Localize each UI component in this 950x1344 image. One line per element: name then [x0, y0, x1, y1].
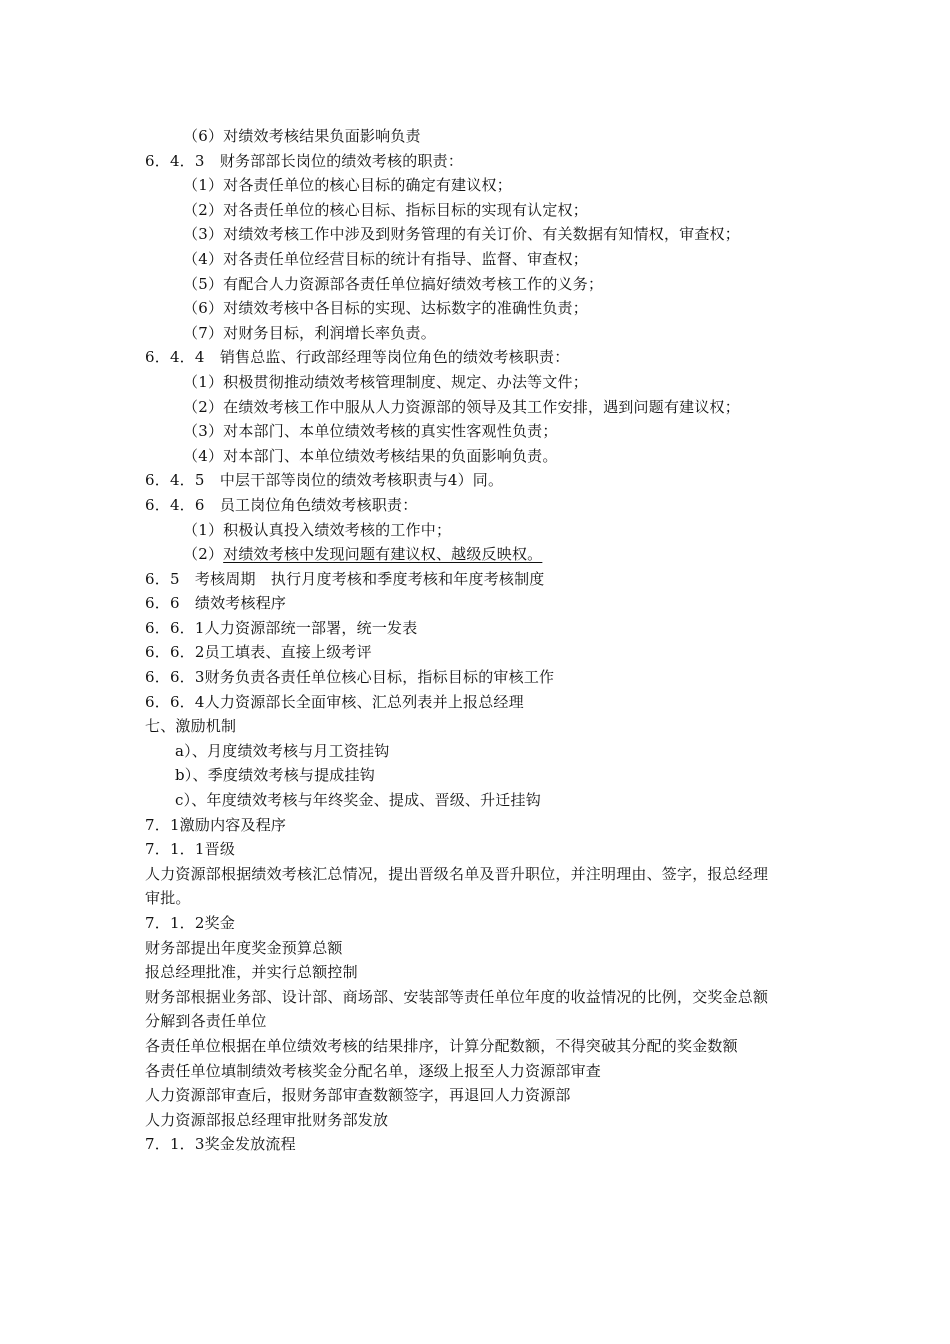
text-line: 分解到各责任单位: [145, 1012, 267, 1031]
text-line: b）、季度绩效考核与提成挂钩: [175, 766, 375, 785]
text-line: 报总经理批准，并实行总额控制: [145, 963, 358, 982]
text-line: c）、年度绩效考核与年终奖金、提成、晋级、升迁挂钩: [175, 791, 541, 810]
text-line: 6．6．3财务负责各责任单位核心目标，指标目标的审核工作: [145, 668, 555, 687]
text-line: （4）对本部门、本单位绩效考核结果的负面影响负责。: [183, 446, 558, 465]
text-line: 6．4．6 员工岗位角色绩效考核职责：: [145, 495, 418, 514]
text-line: 各责任单位填制绩效考核奖金分配名单，逐级上报至人力资源部审查: [145, 1061, 602, 1080]
text-line: 6．4．3 财务部部长岗位的绩效考核的职责：: [145, 151, 464, 170]
text-line: 6．6．1人力资源部统一部署，统一发表: [145, 618, 418, 637]
text-line: 七、激励机制: [145, 717, 237, 736]
text-line: 人力资源部审查后，报财务部审查数额签字，再退回人力资源部: [145, 1086, 571, 1105]
text-line: （7）对财务目标，利润增长率负责。: [183, 323, 436, 342]
text-line: 6．4．4 销售总监、行政部经理等岗位角色的绩效考核职责：: [145, 348, 570, 367]
text-line: [145, 542, 825, 567]
text-line: 7．1激励内容及程序: [145, 815, 287, 834]
text-line: a）、月度绩效考核与月工资挂钩: [175, 741, 390, 760]
text-line: （1）积极认真投入绩效考核的工作中；: [183, 520, 452, 539]
text-line: 6．6 绩效考核程序: [145, 594, 287, 613]
text-line: 6．6．2员工填表、直接上级考评: [145, 643, 372, 662]
text-line: 审批。: [145, 889, 191, 908]
text-line: （6）对绩效考核中各目标的实现、达标数字的准确性负责；: [183, 299, 588, 318]
text-line: 7．1．3奖金发放流程: [145, 1135, 296, 1154]
text-line: （4）对各责任单位经营目标的统计有指导、监督、审查权；: [183, 249, 588, 268]
text-line: 财务部根据业务部、设计部、商场部、安装部等责任单位年度的收益情况的比例，交奖金总额: [145, 987, 769, 1006]
text-line: （5）有配合人力资源部各责任单位搞好绩效考核工作的义务；: [183, 274, 604, 293]
text-line: 7．1．1晋级: [145, 840, 236, 859]
text-line: 7．1．2奖金: [145, 914, 236, 932]
text-line: （1）积极贯彻推动绩效考核管理制度、规定、办法等文件；: [183, 372, 588, 391]
line-prefix: （2）: [183, 545, 224, 564]
text-line: （1）对各责任单位的核心目标的确定有建议权；: [183, 176, 512, 195]
text-line: 人力资源部报总经理审批财务部发放: [145, 1110, 389, 1129]
document-body: [145, 124, 825, 1157]
text-line: （3）对本部门、本单位绩效考核的真实性客观性负责；: [183, 422, 558, 441]
text-line: 各责任单位根据在单位绩效考核的结果排序，计算分配数额，不得突破其分配的奖金数额: [145, 1036, 738, 1055]
text-line: （2）在绩效考核工作中服从人力资源部的领导及其工作安排，遇到问题有建议权；: [183, 397, 740, 416]
text-line: （6）对绩效考核结果负面影响负责: [183, 127, 421, 145]
text-line: 财务部提出年度奖金预算总额: [145, 938, 343, 957]
text-line: 6．4．5 中层干部等岗位的绩效考核职责与4）同。: [145, 471, 504, 490]
text-line: （3）对绩效考核工作中涉及到财务管理的有关订价、有关数据有知情权，审查权；: [183, 225, 740, 244]
text-line: （2）对各责任单位的核心目标、指标目标的实现有认定权；: [183, 200, 588, 219]
text-line: 6．5 考核周期 执行月度考核和季度考核和年度考核制度: [145, 569, 545, 588]
underlined-text: 对绩效考核中发现问题有建议权、越级反映权。: [223, 545, 543, 564]
text-line: 人力资源部根据绩效考核汇总情况，提出晋级名单及晋升职位，并注明理由、签字，报总经理: [145, 864, 769, 883]
text-line: 6．6．4人力资源部长全面审核、汇总列表并上报总经理: [145, 692, 524, 711]
